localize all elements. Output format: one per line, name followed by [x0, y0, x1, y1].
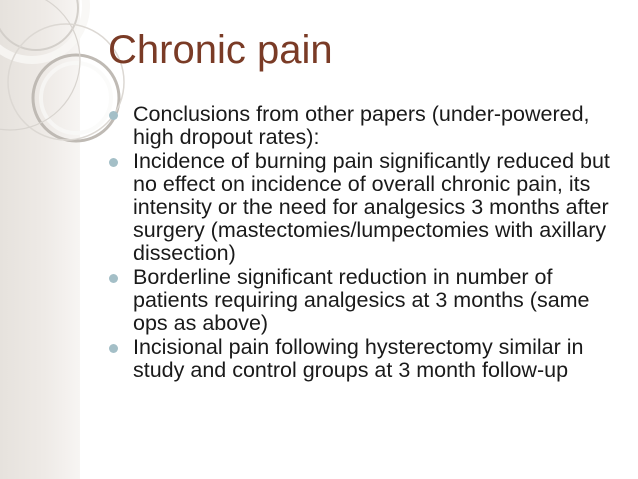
bullet-item	[108, 336, 624, 382]
slide-content	[108, 103, 624, 479]
bullet-text: Incidence of burning pain significantly reduced but no effect on incidence of overall chronic pain, its intensity or the need for analgesics 3 months after surgery (mastectomies/lumpectomies with axillary dissection)	[133, 149, 610, 265]
bullet-item	[108, 103, 624, 149]
bullet-item	[108, 150, 624, 265]
bullet-dot-icon	[109, 158, 118, 167]
bullet-list	[108, 103, 624, 382]
bullet-text: Borderline significant reduction in number of patients requiring analgesics at 3 months (same ops as above)	[133, 265, 590, 335]
bullet-dot-icon	[109, 344, 118, 353]
bullet-item	[108, 266, 624, 335]
slide-title: Chronic pain	[108, 28, 333, 72]
bullet-text: Incisional pain following hysterectomy similar in study and control groups at 3 month follow-up	[133, 335, 584, 382]
bullet-dot-icon	[109, 274, 118, 283]
bullet-dot-icon	[109, 111, 118, 120]
bullet-text: Conclusions from other papers (under-powered, high dropout rates):	[133, 103, 590, 149]
